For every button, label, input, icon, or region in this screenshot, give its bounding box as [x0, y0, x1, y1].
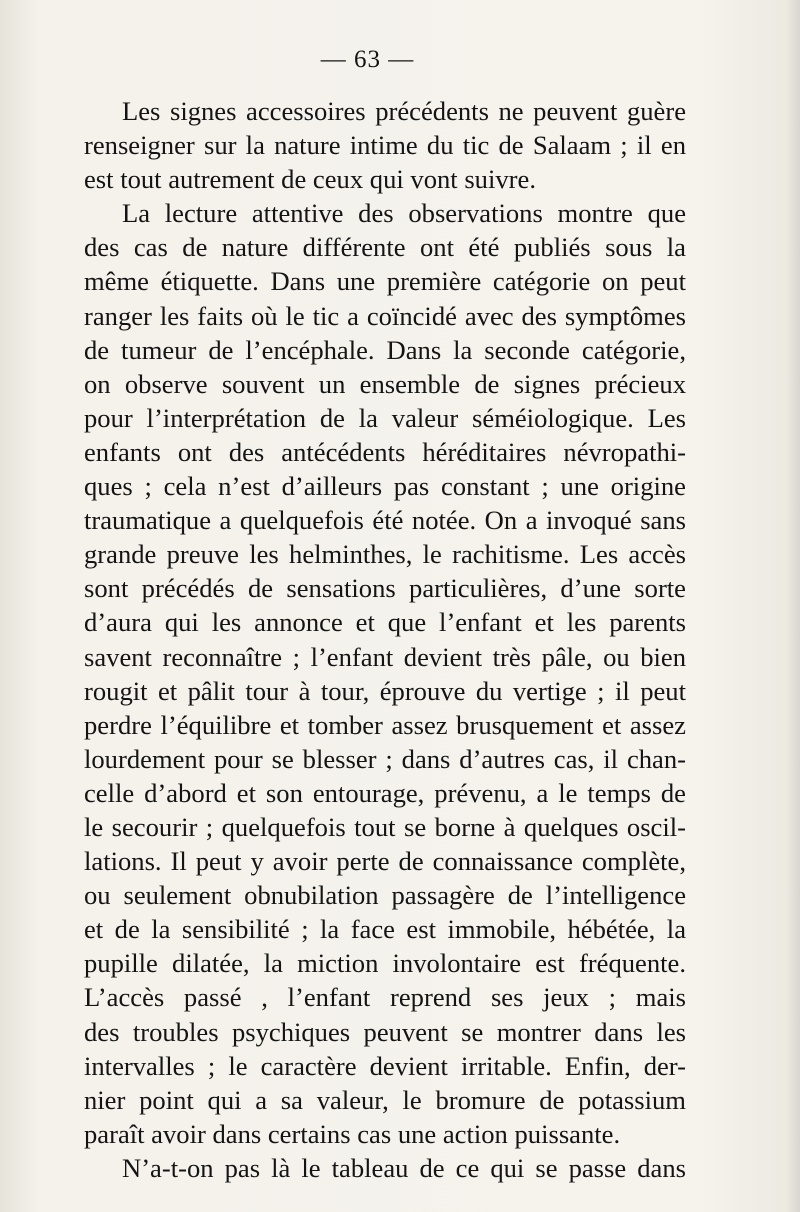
text-line: pour l’interprétation de la valeur séméiologique. Les	[84, 402, 686, 433]
text-line: le secourir ; quelquefois tout se borne à quelques oscil-	[84, 811, 686, 842]
text-line: même étiquette. Dans une première catégorie on peut	[84, 266, 686, 297]
text-line: des cas de nature différente ont été publiés sous la	[84, 232, 686, 263]
text-line: ques ; cela n’est d’ailleurs pas constant ; une origine	[84, 471, 686, 502]
text-line: d’aura qui les annonce et que l’enfant et les parents	[84, 607, 686, 638]
text-line: La lecture attentive des observations montre que	[122, 198, 686, 229]
text-line: ou seulement obnubilation passagère de l’intelligence	[84, 880, 686, 911]
text-line: rougit et pâlit tour à tour, éprouve du vertige ; il peut	[84, 675, 686, 706]
text-line: on observe souvent un ensemble de signes précieux	[84, 368, 686, 399]
page-number: — 63 —	[320, 46, 415, 73]
text-line: celle d’abord et son entourage, prévenu, a le temps de	[84, 777, 686, 808]
page-edge-shadow	[786, 0, 800, 1212]
text-line: sont précédés de sensations particulières, d’une sorte	[84, 573, 686, 604]
text-line: des troubles psychiques peuvent se montrer dans les	[84, 1016, 686, 1047]
text-line: L’accès passé , l’enfant reprend ses jeux ; mais	[84, 982, 686, 1013]
text-line: paraît avoir dans certains cas une action puissante.	[84, 1118, 621, 1149]
text-line: savent reconnaître ; l’enfant devient très pâle, ou bien	[84, 641, 686, 672]
text-line: de tumeur de l’encéphale. Dans la seconde catégorie,	[84, 334, 686, 365]
text-line: Les signes accessoires précédents ne peuvent guère	[122, 96, 686, 126]
text-line: est tout autrement de ceux qui vont suivre.	[84, 164, 536, 195]
text-line: renseigner sur la nature intime du tic de Salaam ; il en	[84, 130, 686, 161]
text-line: lourdement pour se blesser ; dans d’autres cas, il chan-	[84, 743, 686, 774]
text-line: perdre l’équilibre et tomber assez brusquement et assez	[84, 709, 686, 740]
text-line: lations. Il peut y avoir perte de connaissance complète,	[84, 846, 686, 877]
body-text	[84, 94, 686, 1185]
text-line: traumatique a quelquefois été notée. On a invoqué sans	[84, 505, 686, 536]
text-line: et de la sensibilité ; la face est immobile, hébétée, la	[84, 914, 686, 945]
text-line: intervalles ; le caractère devient irritable. Enfin, der-	[84, 1050, 686, 1081]
text-line: pupille dilatée, la miction involontaire est fréquente.	[84, 948, 686, 979]
text-line: N’a-t-on pas là le tableau de ce qui se passe dans	[122, 1152, 686, 1183]
text-line: ranger les faits où le tic a coïncidé avec des symptômes	[84, 300, 686, 331]
text-line: grande preuve les helminthes, le rachitisme. Les accès	[84, 539, 686, 570]
text-line: nier point qui a sa valeur, le bromure de potassium	[84, 1084, 686, 1115]
text-line: enfants ont des antécédents héréditaires névropathi-	[84, 436, 686, 467]
